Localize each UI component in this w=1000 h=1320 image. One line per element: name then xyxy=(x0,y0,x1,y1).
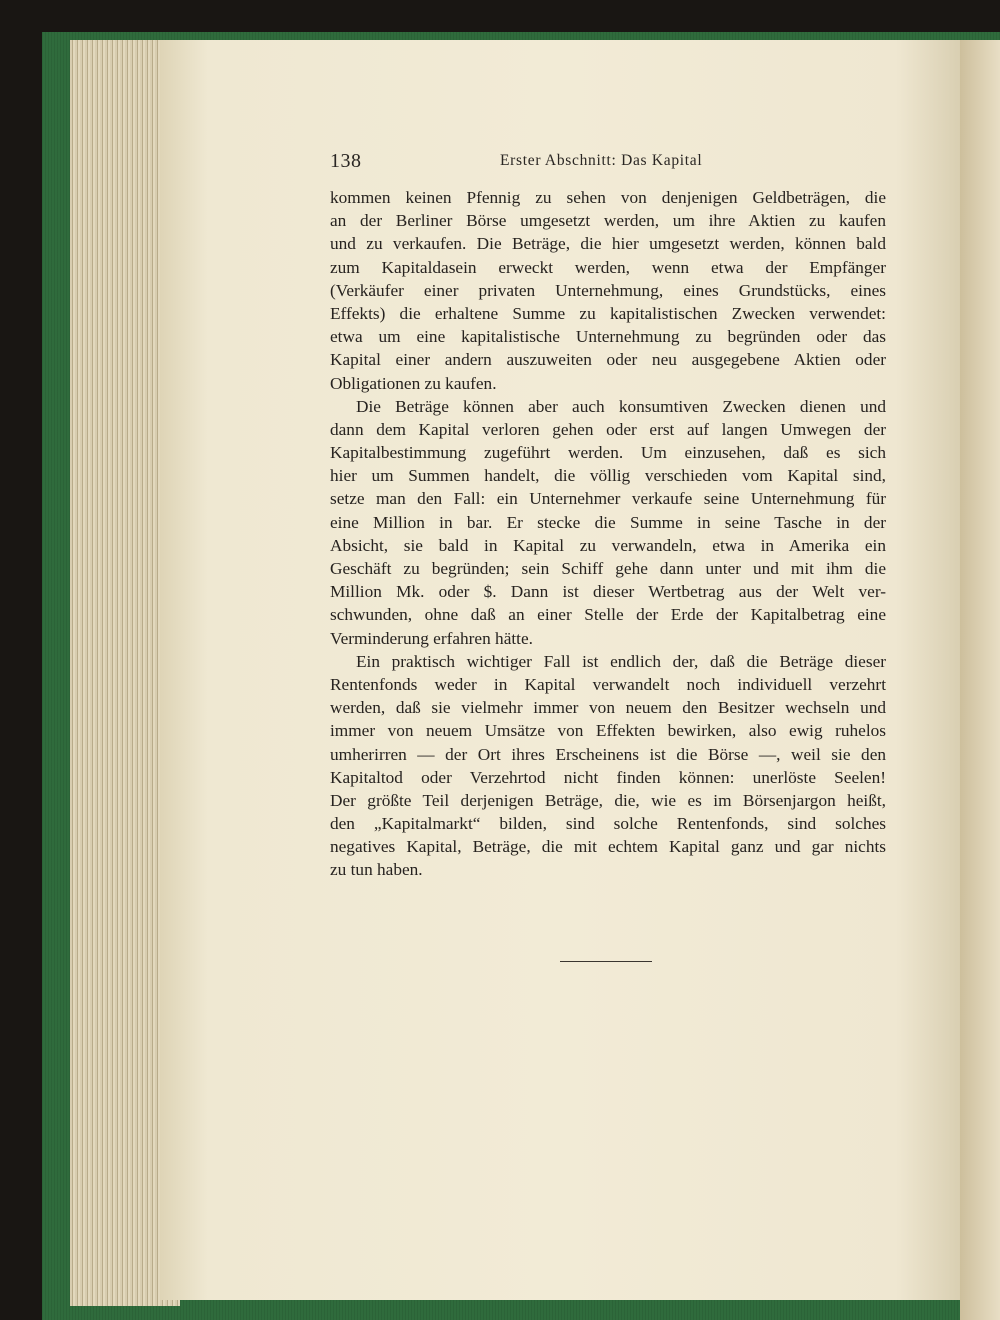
text-line: Rentenfonds weder in Kapital verwandelt noch individuell verzehrt xyxy=(330,674,886,694)
text-line: (Verkäufer einer privaten Unternehmung, eines Grundstücks, eines xyxy=(330,280,886,300)
text-line: Obligationen zu kaufen. xyxy=(330,373,497,393)
section-end-rule xyxy=(560,961,652,962)
text-line: negatives Kapital, Beträge, die mit echtem Kapital ganz und gar nichts xyxy=(330,837,886,857)
text-line: Geschäft zu begründen; sein Schiff gehe dann unter und mit ihm die xyxy=(330,559,886,578)
page-number: 138 xyxy=(330,150,362,172)
running-head xyxy=(330,150,890,176)
text-line: Kapitalbestimmung zugeführt werden. Um einzusehen, daß es sich xyxy=(330,443,886,463)
facing-page-edge xyxy=(960,40,1000,1320)
text-line: eine Million in bar. Er stecke die Summe in seine Tasche in der xyxy=(330,512,886,532)
text-line: immer von neuem Umsätze von Effekten bewirken, also ewig ruhelos xyxy=(330,721,886,741)
text-line: Effekts) die erhaltene Summe zu kapitalistischen Zwecken verwendet: xyxy=(330,303,886,323)
text-line: Million Mk. oder $. Dann ist dieser Wertbetrag aus der Welt ver- xyxy=(330,582,886,602)
body-text xyxy=(330,186,886,882)
text-line: den „Kapitalmarkt“ bilden, sind solche Rentenfonds, sind solches xyxy=(330,814,886,834)
text-line: Kapitaltod oder Verzehrtod nicht finden können: unerlöste Seelen! xyxy=(330,767,886,787)
text-line: umherirren — der Ort ihres Erscheinens ist die Börse —, weil sie den xyxy=(330,744,886,764)
text-line: und zu verkaufen. Die Beträge, die hier umgesetzt werden, können bald xyxy=(330,234,886,254)
text-line: zu tun haben. xyxy=(330,860,423,880)
text-line: Der größte Teil derjenigen Beträge, die, wie es im Börsenjargon heißt, xyxy=(330,790,886,810)
text-line: Die Beträge können aber auch konsumtiven Zwecken dienen und xyxy=(356,396,886,416)
text-line: hier um Summen handelt, die völlig verschieden vom Kapital sind, xyxy=(330,466,886,486)
text-line: Kapital einer andern auszuweiten oder neu ausgegebene Aktien oder xyxy=(330,350,886,370)
text-line: dann dem Kapital verloren gehen oder erst auf langen Umwegen der xyxy=(330,419,886,439)
text-line: an der Berliner Börse umgesetzt werden, um ihre Aktien zu kaufen xyxy=(330,211,886,231)
text-line: Verminderung erfahren hätte. xyxy=(330,628,533,648)
header-title: Erster Abschnitt: Das Kapital xyxy=(500,152,703,169)
text-line: werden, daß sie vielmehr immer von neuem den Besitzer wechseln und xyxy=(330,698,886,718)
text-line: Ein praktisch wichtiger Fall ist endlich der, daß die Beträge dieser xyxy=(356,651,886,671)
text-line: Absicht, sie bald in Kapital zu verwandeln, etwa in Amerika ein xyxy=(330,535,886,555)
text-line: kommen keinen Pfennig zu sehen von denjenigen Geldbeträgen, die xyxy=(330,188,886,207)
text-line: etwa um eine kapitalistische Unternehmung zu begründen oder das xyxy=(330,327,886,347)
text-line: schwunden, ohne daß an einer Stelle der Erde der Kapitalbetrag eine xyxy=(330,605,886,625)
text-line: setze man den Fall: ein Unternehmer verkaufe seine Unternehmung für xyxy=(330,489,886,509)
text-line: zum Kapitaldasein erweckt werden, wenn etwa der Empfänger xyxy=(330,257,886,277)
